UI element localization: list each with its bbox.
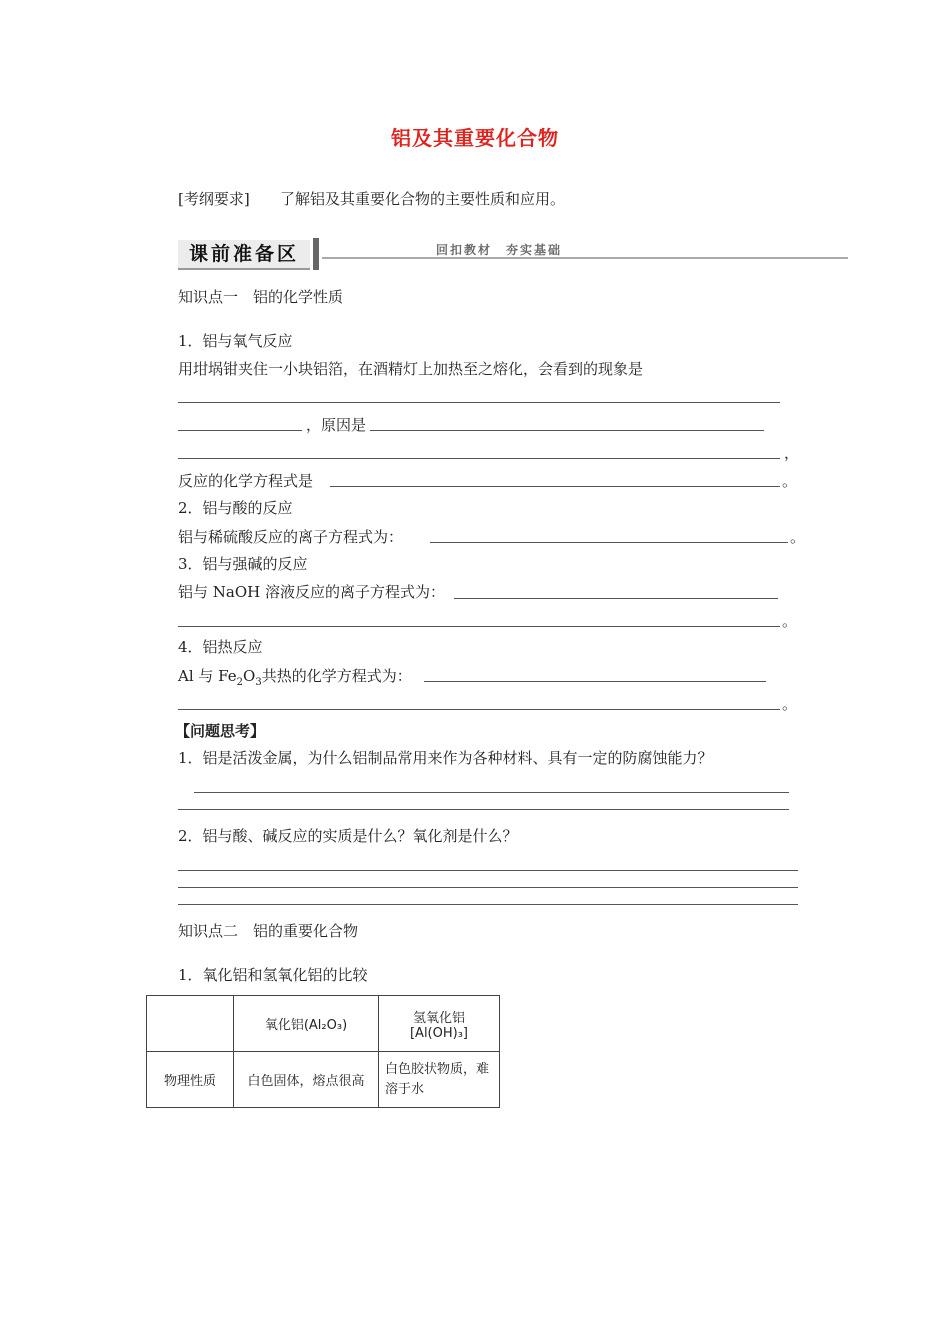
- exam-requirement-tag: [考纲要求]: [178, 190, 250, 208]
- answer-blank-line: [178, 809, 789, 810]
- answer-blank-line: [194, 792, 789, 793]
- punctuation-period: 。: [782, 612, 798, 630]
- section-banner-bar: [313, 238, 319, 270]
- think-heading: 【问题思考】: [175, 722, 266, 740]
- punctuation-comma: ，: [784, 444, 800, 462]
- answer-blank-line: [178, 458, 780, 459]
- kp2-subsection-1-title: 1．氧化铝和氢氧化铝的比较: [178, 966, 368, 984]
- knowledge-point-1-heading: 知识点一 铝的化学性质: [178, 288, 344, 306]
- answer-blank-line: [430, 542, 788, 543]
- equation-label: 反应的化学方程式是: [178, 472, 314, 490]
- table-header-row: [147, 996, 500, 1052]
- comparison-table: [146, 995, 500, 1108]
- punctuation-period: 。: [790, 528, 806, 546]
- answer-blank-line: [178, 870, 798, 871]
- subsection-2-title: 2．铝与酸的反应: [178, 499, 293, 517]
- exam-requirement-text: 了解铝及其重要化合物的主要性质和应用。: [280, 190, 566, 208]
- answer-blank-line: [178, 709, 780, 710]
- answer-blank-line: [370, 430, 764, 431]
- section-banner-rule: [322, 257, 848, 259]
- answer-blank-line: [178, 402, 780, 403]
- formula-suffix: 共热的化学方程式为：: [261, 667, 412, 685]
- formula-subscript: 3: [255, 677, 262, 688]
- answer-blank-line: [178, 626, 780, 627]
- answer-blank-line: [178, 430, 302, 431]
- answer-blank-line: [178, 887, 798, 888]
- answer-blank-line: [424, 681, 766, 682]
- table-header-cell: [379, 996, 500, 1052]
- subsection-1-title: 1．铝与氧气反应: [178, 332, 293, 350]
- reason-label: ，原因是: [306, 416, 367, 434]
- answer-blank-line: [178, 904, 798, 905]
- subsection-3-text: 铝与 NaOH 溶液反应的离子方程式为：: [178, 583, 445, 601]
- table-cell: 白色固体，熔点很高: [234, 1052, 379, 1108]
- knowledge-point-2-heading: 知识点二 铝的重要化合物: [178, 922, 359, 940]
- formula-element: O: [243, 667, 256, 685]
- section-banner-label: 课前准备区: [178, 240, 310, 270]
- answer-blank-line: [330, 486, 780, 487]
- header-line: [Al(OH)₃]: [409, 1025, 468, 1041]
- formula-subscript: 2: [236, 677, 244, 688]
- page-title: 铝及其重要化合物: [391, 126, 559, 150]
- answer-blank-line: [454, 598, 778, 599]
- table-header-empty: [147, 996, 234, 1052]
- section-banner-subtitle: 回扣教材 夯实基础: [436, 243, 563, 257]
- think-question-2: 2．铝与酸、碱反应的实质是什么？氧化剂是什么？: [178, 827, 518, 845]
- header-line: 氢氧化铝: [412, 1010, 465, 1026]
- subsection-3-title: 3．铝与强碱的反应: [178, 555, 308, 573]
- subsection-2-text: 铝与稀硫酸反应的离子方程式为：: [178, 528, 404, 546]
- subsection-1-text: 用坩埚钳夹住一小块铝箔，在酒精灯上加热至之熔化，会看到的现象是: [178, 360, 644, 378]
- punctuation-period: 。: [782, 695, 798, 713]
- subsection-4-title: 4．铝热反应: [178, 638, 263, 656]
- subsection-4-text: [178, 666, 412, 693]
- table-cell: 白色胶状物质，难溶于水: [379, 1052, 500, 1108]
- punctuation-period: 。: [782, 472, 798, 490]
- table-row: [147, 1052, 500, 1108]
- table-row-label: 物理性质: [147, 1052, 234, 1108]
- think-question-1: 1．铝是活泼金属，为什么铝制品常用来作为各种材料、具有一定的防腐蚀能力？: [178, 749, 713, 767]
- formula-prefix: Al 与 Fe: [178, 667, 237, 685]
- table-header-cell: 氧化铝(Al₂O₃): [234, 996, 379, 1052]
